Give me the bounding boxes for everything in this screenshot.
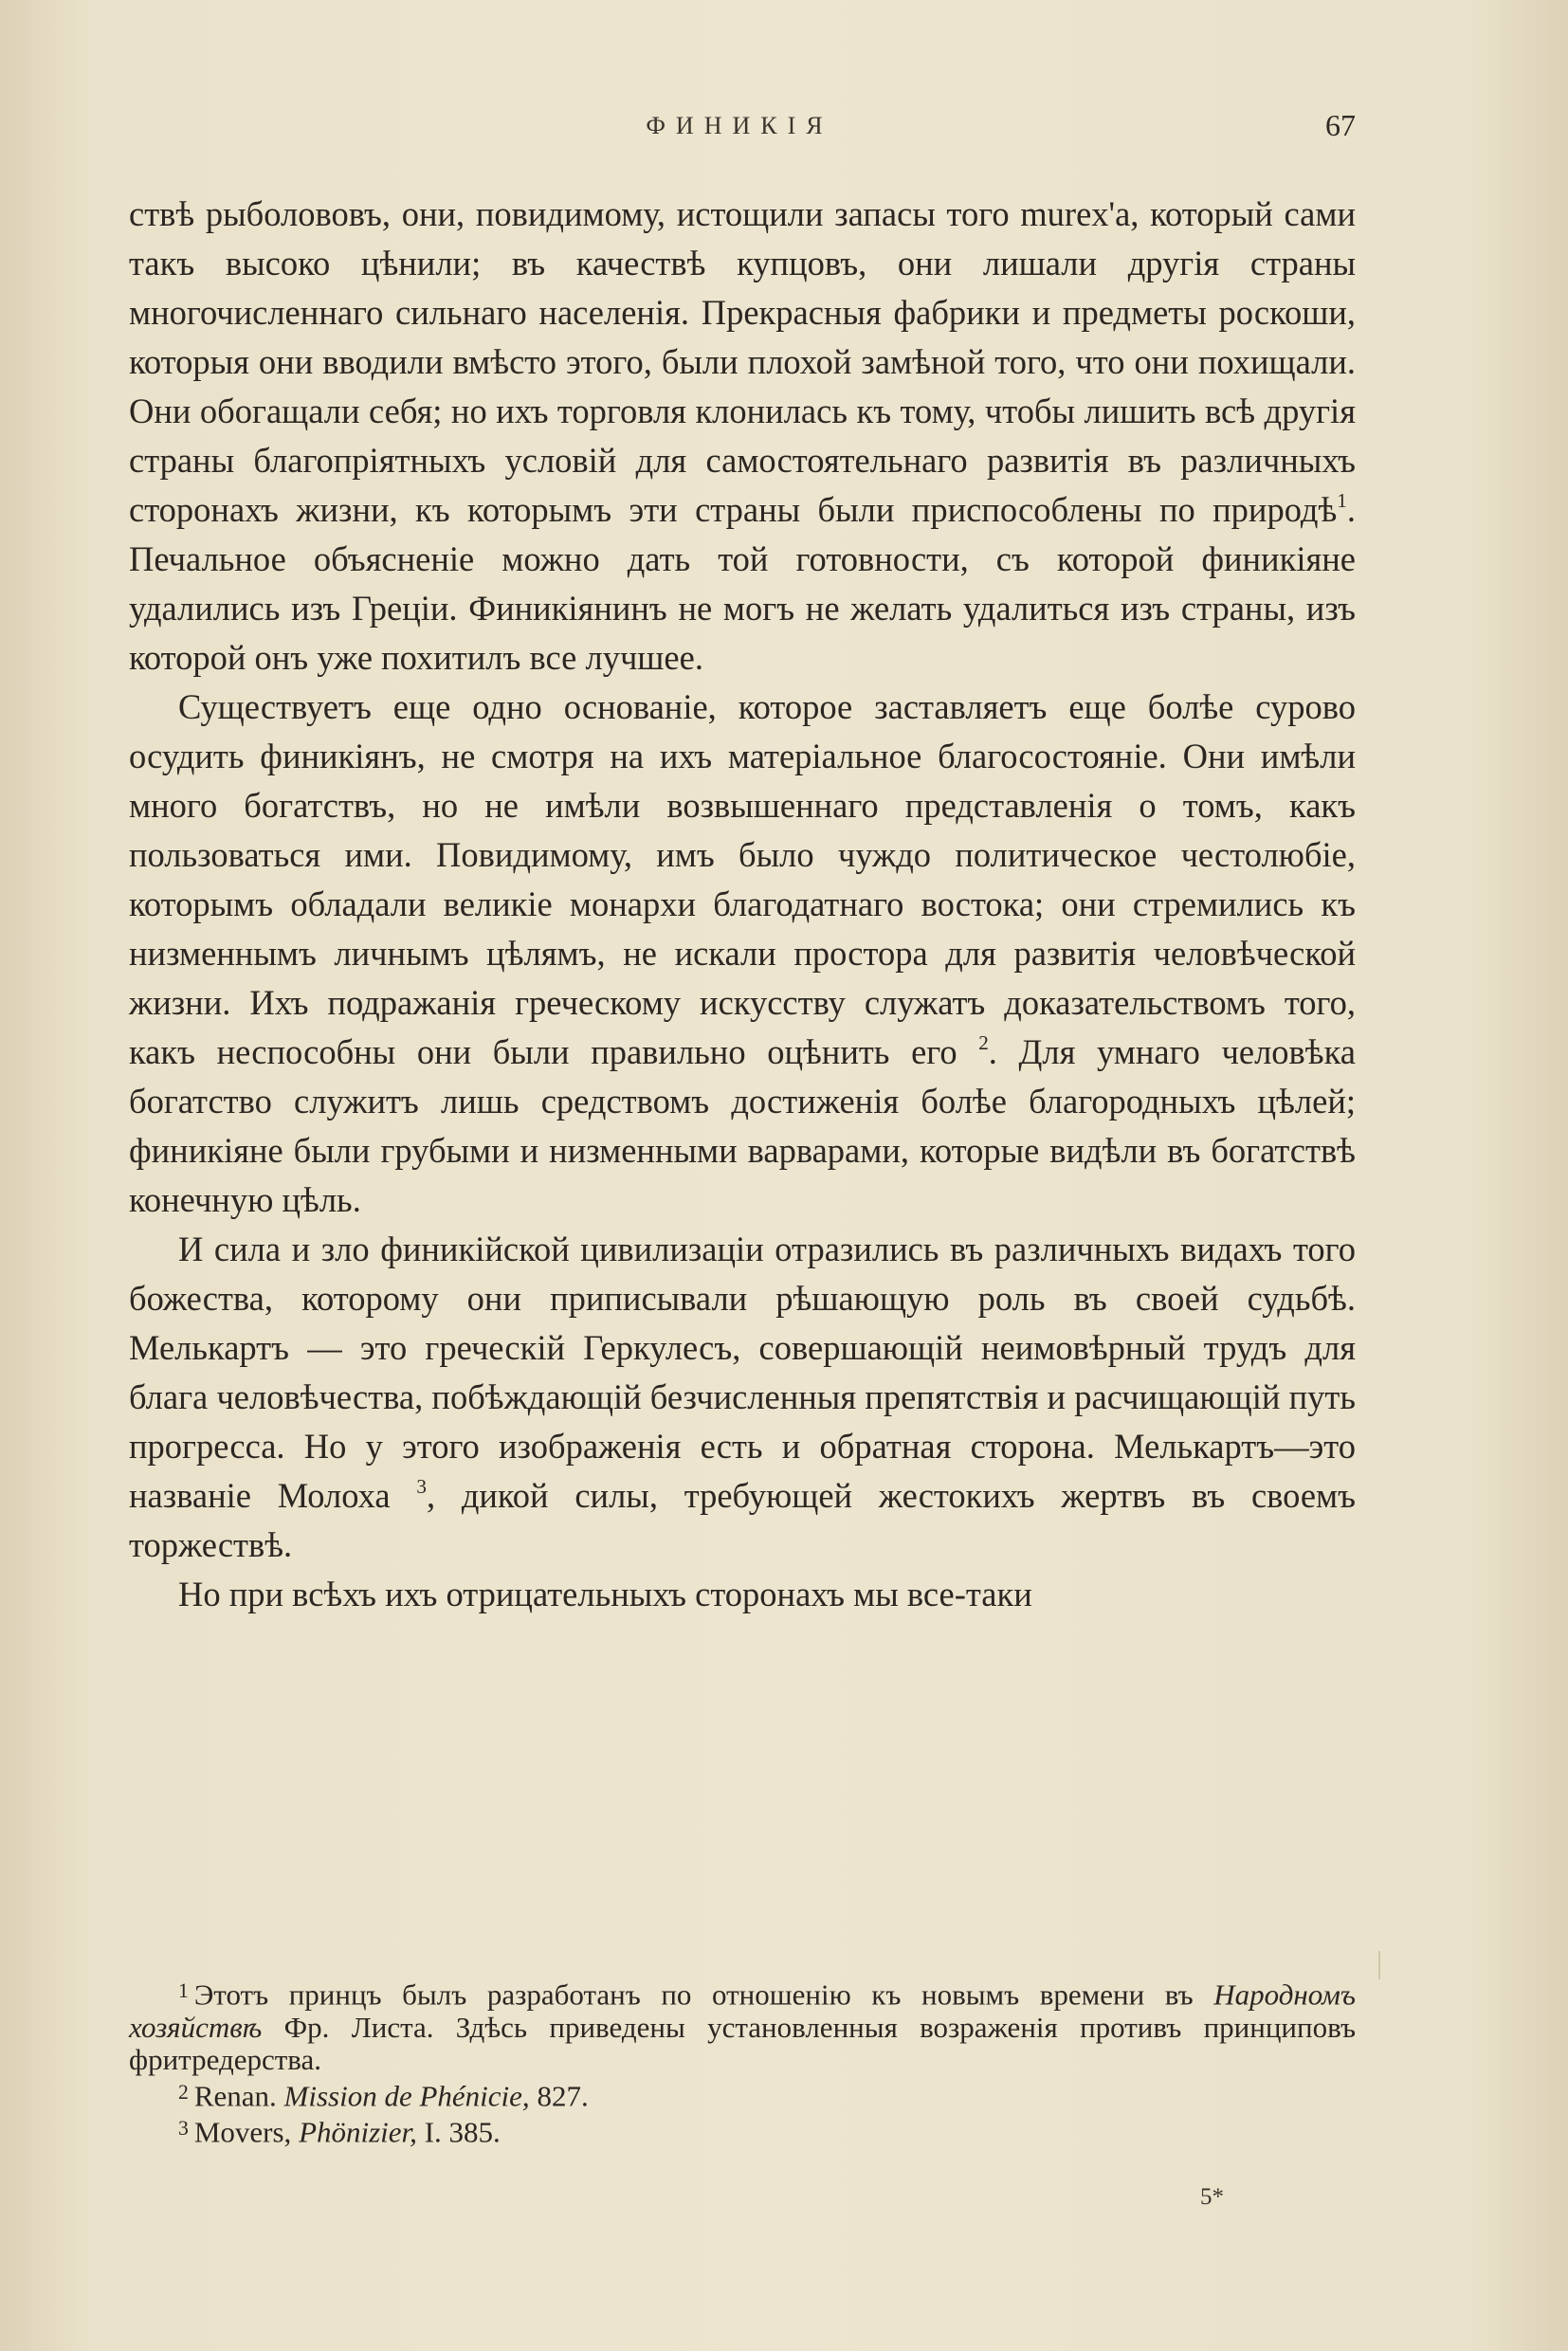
footnote-3 (129, 2112, 1356, 2149)
margin-mark (1378, 1951, 1380, 1979)
footnotes (129, 1975, 1356, 2149)
footnote-3-author: Movers, (193, 2115, 292, 2149)
footnote-3-page: I. 385. (424, 2115, 501, 2149)
footnote-3-title: Phönizier, (299, 2115, 417, 2149)
paragraph-4 (129, 1570, 1356, 1619)
footnote-2-title: Mission de Phénicie, (283, 2079, 530, 2113)
footnote-2-page: 827. (537, 2079, 589, 2113)
running-head (123, 108, 1356, 154)
page-number: 67 (1325, 108, 1356, 142)
footnote-1-text: Этотъ принцъ былъ разработанъ по отношенію къ новымъ времени въ (193, 1977, 1194, 2012)
running-title: ФИНИКІЯ (646, 112, 833, 139)
footnote-ref-2: 2 (978, 1031, 989, 1055)
footnote-1-tail: Фр. Листа. Здѣсь приведены установленныя возраженія противъ принциповъ фритредерства. (129, 2010, 1357, 2076)
footnote-ref-3: 3 (416, 1475, 427, 1499)
footnote-1 (129, 1975, 1356, 2076)
paragraph-1-tail: . Печальное объясненіе можно дать той готовности, съ которой финикіяне удалились изъ Греціи. Финикіянинъ не могъ не желать удалиться изъ страны, изъ которой онъ уже похитилъ все лучшее. (129, 490, 1356, 677)
printer-signature: 5* (1200, 2184, 1224, 2210)
paragraph-2 (129, 683, 1356, 1225)
paragraph-3-tail: , дикой силы, требующей жестокихъ жертвъ въ своемъ торжествѣ. (129, 1476, 1357, 1564)
footnote-1-title: Народномъ хозяйствѣ (129, 1977, 1356, 2044)
paragraph-1-text: ствѣ рыболововъ, они, повидимому, истощили запасы того murex'а, который сами такъ высоко цѣнили; въ качествѣ купцовъ, они лишали другія страны многочисленнаго сильнаго населенія. Прекрасныя фабрики и предметы роскоши, которыя они вводили вмѣсто этого, были плохой замѣной того, что они похищали. Они обогащали себя; но ихъ торговля клонилась къ тому, чтобы лишить всѣ другія страны благопріятныхъ условій для самостоятельнаго развитія въ различныхъ сторонахъ жизни, къ которымъ эти страны были приспособлены по природѣ (129, 194, 1356, 529)
footnote-2-mark: 2 (178, 2080, 189, 2104)
paragraph-2-text: Существуетъ еще одно основаніе, которое заставляетъ еще болѣе сурово осудить финикіянъ, не смотря на ихъ матеріальное благосостояніе. Они имѣли много богатствъ, но не имѣли возвышеннаго представленія о томъ, какъ пользоваться ими. Повидимому, имъ было чуждо политическое честолюбіе, которымъ обладали великіе монархи благодатнаго востока; они стремились къ низменнымъ личнымъ цѣлямъ, не искали простора для развитія человѣческой жизни. Ихъ подражанія греческому искусству служатъ доказательствомъ того, какъ неспособны они были правильно оцѣнить его (129, 687, 1356, 1071)
main-text (129, 190, 1356, 1619)
footnote-ref-1: 1 (1337, 489, 1347, 513)
paragraph-2-tail: . Для умнаго человѣка богатство служитъ лишь средствомъ достиженія болѣе благородныхъ цѣлей; финикіяне были грубыми и низменными варварами, которые видѣли въ богатствѣ конечную цѣль. (129, 1032, 1356, 1219)
paragraph-3-text: И сила и зло финикійской цивилизаціи отразились въ различныхъ видахъ того божества, которому они приписывали рѣшающую роль въ своей судьбѣ. Мелькартъ — это греческій Геркулесъ, совершающій неимовѣрный трудъ для блага человѣчества, побѣждающій безчисленныя препятствія и расчищающій путь прогресса. Но у этого изображенія есть и обратная сторона. Мелькартъ—это названіе Молоха (129, 1230, 1356, 1515)
footnote-3-mark: 3 (178, 2117, 189, 2141)
footnote-2 (129, 2076, 1356, 2113)
paragraph-4-text: Но при всѣхъ ихъ отрицательныхъ сторонахъ мы все-таки (178, 1575, 1032, 1613)
footnote-1-mark: 1 (178, 1979, 189, 2002)
paragraph-3 (129, 1225, 1356, 1570)
paragraph-1 (129, 190, 1356, 683)
footnote-2-author: Renan. (193, 2079, 277, 2113)
